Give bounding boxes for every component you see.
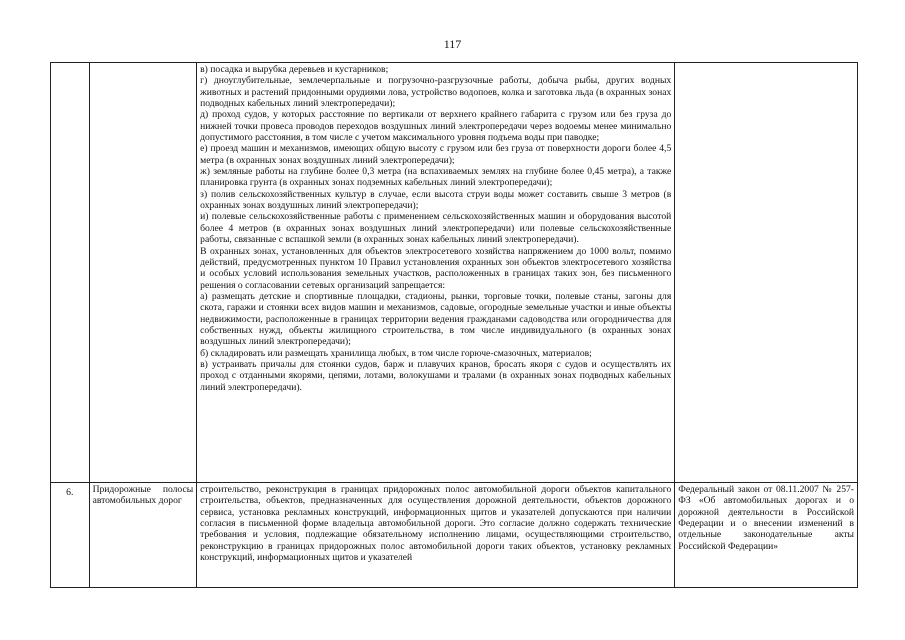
law-cell: Федеральный закон от 08.11.2007 № 257-ФЗ «Об автомобильных дорогах и о дорожной деятельности в Российской Федерации и о внесении изменений в отдельные законодательные акты Российской Федерации»	[675, 483, 858, 588]
law-cell	[675, 63, 858, 483]
restriction-item: д) проход судов, у которых расстояние по вертикали от верхнего крайнего габарита с грузом или без груза до нижней точки провеса проводов переходов воздушных линий электропередачи через водоемы менее минимально допустимого расстояния, в том числе с учетом максимального уровня подъема воды при паводке;	[200, 109, 672, 144]
restriction-item: в) устраивать причалы для стоянки судов, барж и плавучих кранов, бросать якоря с судов и осуществлять их проход с отданными якорями, цепями, лотами, волокушами и тралами (в охранных зонах подводных кабельных линий электропередачи).	[200, 358, 672, 393]
restriction-item: и) полевые сельскохозяйственные работы с применением сельскохозяйственных машин и оборудования высотой более 4 метров (в охранных зонах воздушных линий электропередачи) или полевые сельскохозяйственные работы, связанные с вспашкой земли (в охранных зонах кабельных линий электропередачи).	[200, 211, 672, 246]
restriction-item: ж) земляные работы на глубине более 0,3 метра (на вспахиваемых землях на глубине более 0,45 метра), а также планировка грунта (в охранных зонах подземных кабельных линий электропередачи);	[200, 166, 672, 189]
restriction-paragraph: В охранных зонах, установленных для объектов электросетевого хозяйства напряжением до 1000 вольт, помимо действий, предусмотренных пунктом 10 Правил установления охранных зон объектов электросетевого хозяйства и особых условий использования земельных участков, расположенных в границах таких зон, без письменного решения о согласовании сетевых организаций запрещается:	[200, 245, 672, 291]
row-number-cell: 6.	[51, 483, 90, 588]
restriction-item: е) проезд машин и механизмов, имеющих общую высоту с грузом или без груза от поверхности дороги более 4,5 метра (в охранных зонах воздушных линий электропередачи);	[200, 143, 672, 166]
restriction-item: з) полив сельскохозяйственных культур в случае, если высота струи воды может составить свыше 3 метров (в охранных зонах воздушных линий электропередачи);	[200, 188, 672, 212]
table-row	[51, 483, 858, 588]
restriction-item: в) посадка и вырубка деревьев и кустарников;	[200, 64, 389, 75]
zone-name-cell	[89, 63, 197, 483]
zone-name-cell: Придорожные полосы автомобильных дорог	[89, 483, 197, 588]
restriction-item: г) дноуглубительные, землечерпальные и погрузочно-разгрузочные работы, добыча рыбы, других водных животных и растений придонными орудиями лова, устройство водопоев, колка и заготовка льда (в охранных зонах подводных кабельных линий электропередачи);	[200, 75, 672, 110]
restriction-item: б) складировать или размещать хранилища любых, в том числе горюче-смазочных, материалов;	[200, 347, 592, 359]
table-row	[51, 63, 858, 483]
restrictions-cell: строительство, реконструкция в границах придорожных полос автомобильной дороги объектов капитального строительства, объектов, предназначенных для осуществления дорожной деятельности, объектов дорожного сервиса, установка рекламных конструкций, информационных щитов и указателей допускаются при наличии согласия в письменной форме владельца автомобильной дороги. Это согласие должно содержать технические требования и условия, подлежащие обязательному исполнению лицами, осуществляющими строительство, реконструкцию в границах придорожных полос автомобильной дороги таких объектов, установку рекламных конструкций, информационных щитов и указателей	[197, 483, 675, 588]
page-number: 117	[443, 37, 462, 51]
restrictions-cell	[197, 63, 675, 483]
row-number-cell	[51, 63, 90, 483]
restriction-item: а) размещать детские и спортивные площадки, стадионы, рынки, торговые точки, полевые станы, загоны для скота, гаражи и стоянки всех видов машин и механизмов, садовые, огородные земельные участки и иные объекты недвижимости, расположенные в границах территории ведения гражданами садоводства или огородничества для собственных нужд, объекты жилищного строительства, в том числе индивидуального (в охранных зонах воздушных линий электропередачи);	[200, 290, 672, 348]
zones-table	[50, 62, 858, 588]
